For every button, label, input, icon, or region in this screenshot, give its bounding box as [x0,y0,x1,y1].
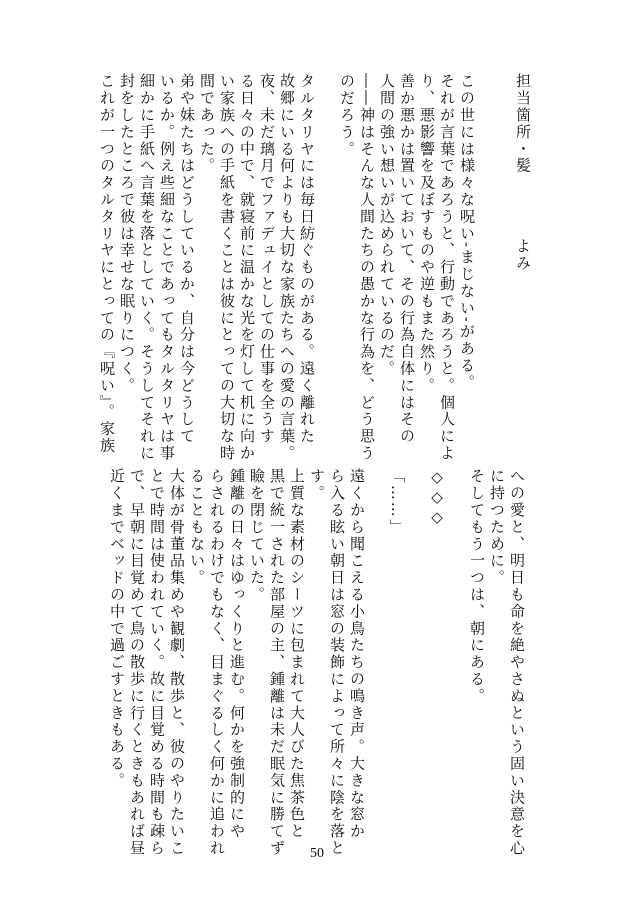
upper-line: 人間の強い想いが込められているのだ。 [378,73,396,378]
upper-line: タルタリヤには毎日紡ぐものがある。遠く離れた [298,73,316,445]
lower-line: とで時間は使われていく。故に目覚める時間も疎ら [148,468,166,857]
section-title: 担当箇所・髪 [514,73,532,175]
lower-line: への愛と、明日も命を絶やさぬという固い決意を心 [508,468,526,857]
upper-line: 封をしたところで彼は幸せな眠りにつく。 [118,73,136,395]
lower-line: で、早朝に目覚めて鳥の散歩に行くときもあれば昼 [128,468,146,857]
upper-line: 善か悪かは置いておいて、その行為自体にはその [398,73,416,445]
upper-line: これが一つのタルタリヤにとっての『呪い』。家族 [98,73,116,455]
upper-line: ――神はそんな人間たちの愚かな行為を、どう思う [358,73,376,462]
page-number: 50 [310,846,324,861]
lower-line: す。 [308,468,326,502]
lower-line: 大体が骨董品集めや観劇、散歩と、彼のやりたいこ [168,468,186,857]
lower-line: 黒で統一された部屋の主、鍾離は未だ眠気に勝てず [268,468,286,857]
upper-line: いるか。例え些細なことであってもタルタリヤは事 [158,73,176,462]
scene-break-ornament: ◇◇◇ [428,468,446,528]
upper-line: 故郷にいる何よりも大切な家族たちへの愛の言葉。 [278,73,296,462]
upper-line: い家族への手紙を書くことは彼にとっての大切な時 [218,73,236,462]
lower-line: 上質な素材のシーツに包まれて大人びた焦茶色と [288,468,306,840]
lower-line: 瞼を閉じていた。 [248,468,266,604]
lower-line: 鍾離の日々はゆっくりと進む。何かを強制的にや [228,468,246,840]
upper-line: この世には様々な呪い‐まじない‐がある。 [458,73,476,392]
lower-line: らされるわけでもなく、目まぐるしく何かに追われ [208,468,226,857]
lower-line: 遠くから聞こえる小鳥たちの鳴き声。大きな窓か [348,468,366,840]
lower-line: 近くまでベッドの中で過ごすときもある。 [108,468,126,790]
dialogue-line: 「……」 [388,468,406,536]
upper-line: 夜、未だ璃月でファデュイとしての仕事を全うす [258,73,276,445]
lower-line: ることもない。 [188,468,206,587]
upper-line: のだろう。 [338,73,356,158]
lower-line: ら入る眩い朝日は窓の装飾によって所々に陰を落と [328,468,346,857]
lower-line: そしてもう一つは、朝にある。 [468,468,486,705]
upper-line: 細かに手紙へ言葉を落としていく。そうしてそれに [138,73,156,462]
upper-line: 間であった。 [198,73,216,175]
author-name: よみ [514,238,532,272]
upper-line: 弟や妹たちはどうしているか、自分は今どうして [178,73,196,445]
upper-line: る日々の中で、就寝前に温かな光を灯して机に向か [238,73,256,462]
upper-line: り、悪影響を及ぼすものや逆もまた然り。 [418,73,436,395]
upper-line: それが言葉であろうと、行動であろうと。個人によ [438,73,456,462]
lower-line: に持つために。 [488,468,506,587]
